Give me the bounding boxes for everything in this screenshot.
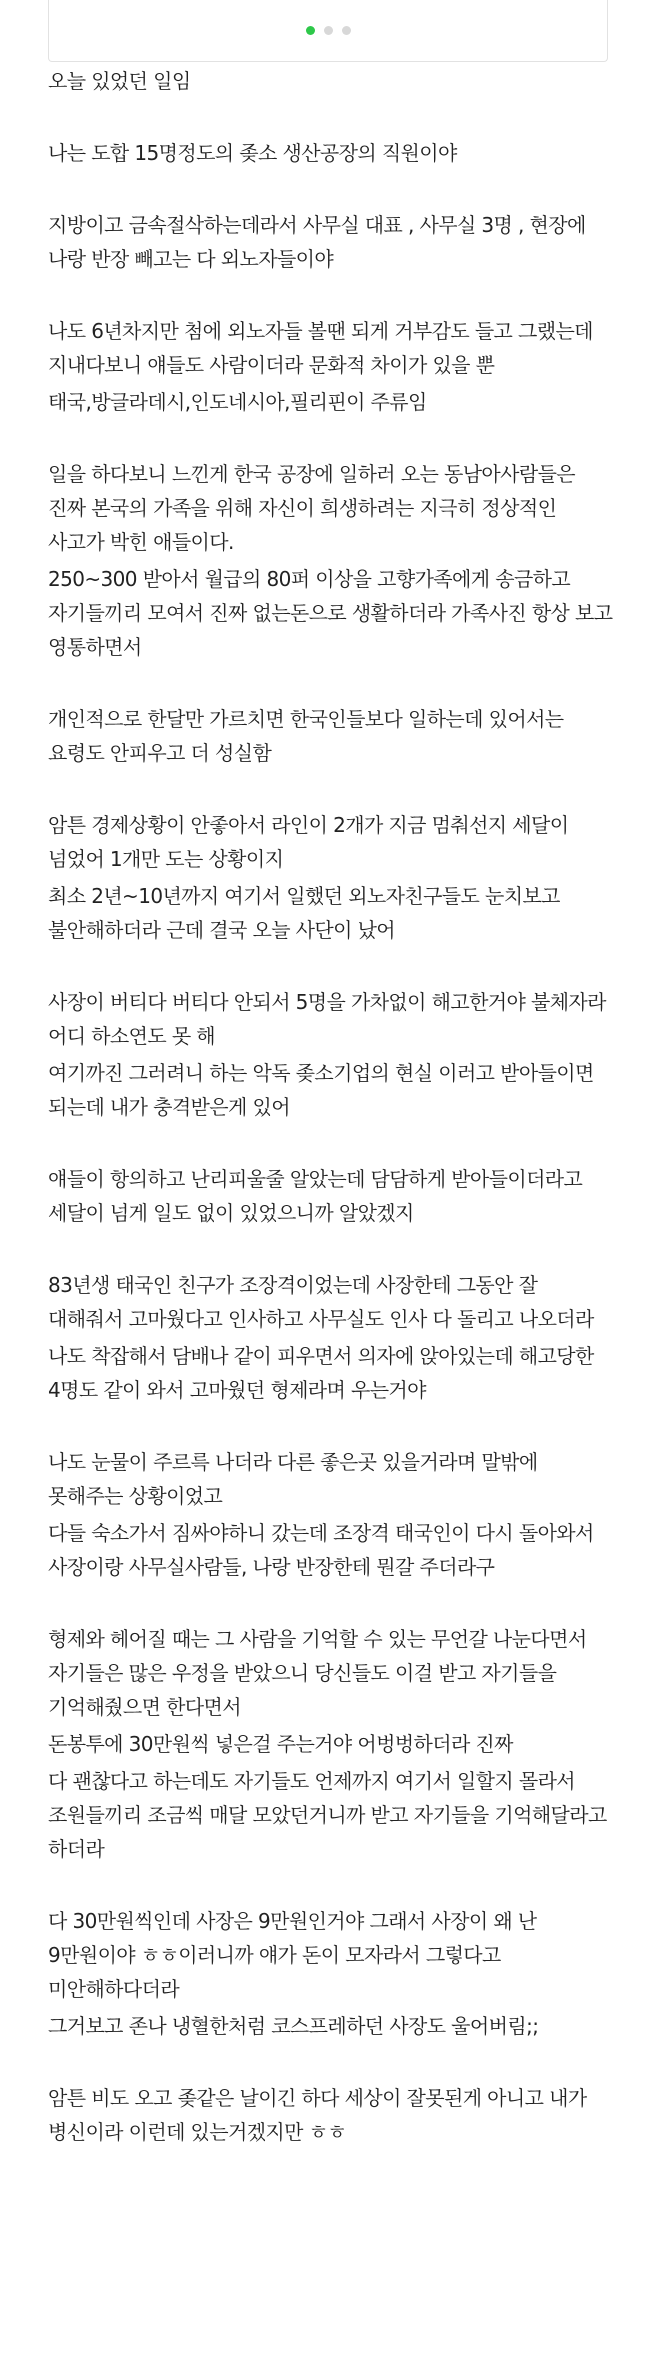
paragraph-line: 83년생 태국인 친구가 조장격이었는데 사장한테 그동안 잘 대해줘서 고마웠다고 인사하고 사무실도 인사 다 돌리고 나오더라 — [48, 1273, 594, 1331]
paragraph-line: 나도 6년차지만 첨에 외노자들 볼땐 되게 거부감도 들고 그랬는데 지내다보니 얘들도 사람이더라 문화적 차이가 있을 뿐 — [48, 319, 593, 377]
paragraph — [48, 457, 616, 664]
paragraph-line: 얘들이 항의하고 난리피울줄 알았는데 담담하게 받아들이더라고 세달이 넘게 일도 없이 있었으니까 알았겠지 — [48, 1167, 583, 1225]
paragraph — [48, 985, 616, 1124]
paragraph — [48, 1162, 616, 1230]
paragraph — [48, 314, 616, 419]
paragraph-line: 그거보고 존나 냉혈한처럼 코스프레하던 사장도 울어버림;; — [48, 2014, 539, 2038]
paragraph — [48, 208, 616, 276]
paragraph-line: 개인적으로 한달만 가르치면 한국인들보다 일하는데 있어서는 요령도 안피우고 더 성실함 — [48, 707, 564, 765]
paragraph — [48, 1268, 616, 1407]
paragraph-line: 일을 하다보니 느낀게 한국 공장에 일하러 오는 동남아사람들은 진짜 본국의 가족을 위해 자신이 희생하려는 지극히 정상적인 사고가 박힌 애들이다. — [48, 462, 576, 554]
paragraph-line: 형제와 헤어질 때는 그 사람을 기억할 수 있는 무언갈 나눈다면서 자기들은 많은 우정을 받았으니 당신들도 이걸 받고 자기들을 기억해줬으면 한다면서 — [48, 1627, 587, 1719]
paragraph-line: 최소 2년~10년까지 여기서 일했던 외노자친구들도 눈치보고 불안해하더라 근데 결국 오늘 사단이 났어 — [48, 884, 560, 942]
paragraph-line: 지방이고 금속절삭하는데라서 사무실 대표 , 사무실 3명 , 현장에 나랑 반장 빼고는 다 외노자들이야 — [48, 213, 586, 271]
paragraph-line: 사장이 버티다 버티다 안되서 5명을 가차없이 해고한거야 불체자라 어디 하소연도 못 해 — [48, 990, 606, 1048]
paragraph-line: 다 괜찮다고 하는데도 자기들도 언제까지 여기서 일할지 몰라서 조원들끼리 조금씩 매달 모았던거니까 받고 자기들을 기억해달라고 하더라 — [48, 1769, 607, 1861]
paragraph — [48, 808, 616, 947]
image-carousel-frame — [48, 0, 608, 62]
paragraph-line: 나도 눈물이 주르륵 나더라 다른 좋은곳 있을거라며 말밖에 못해주는 상황이었고 — [48, 1450, 538, 1508]
paragraph-line: 나도 착잡해서 담배나 같이 피우면서 의자에 앉아있는데 해고당한 4명도 같이 와서 고마웠던 형제라며 우는거야 — [48, 1344, 594, 1402]
paragraph — [48, 2081, 616, 2149]
paragraph-line: 돈봉투에 30만원씩 넣은걸 주는거야 어벙벙하더라 진짜 — [48, 1732, 513, 1756]
paragraph-line: 나는 도합 15명정도의 좆소 생산공장의 직원이야 — [48, 141, 457, 165]
paragraph — [48, 702, 616, 770]
paragraph-line: 오늘 있었던 일임 — [48, 69, 191, 93]
paragraph-line: 250~300 받아서 월급의 80퍼 이상을 고향가족에게 송금하고 자기들끼리 모여서 진짜 없는돈으로 생활하더라 가족사진 항상 보고 영통하면서 — [48, 567, 613, 659]
paragraph — [48, 1445, 616, 1584]
paragraph — [48, 1904, 616, 2043]
carousel-dot-2[interactable] — [324, 26, 333, 35]
paragraph-line: 여기까진 그러려니 하는 악독 좆소기업의 현실 이러고 받아들이면 되는데 내가 충격받은게 있어 — [48, 1061, 594, 1119]
paragraph — [48, 136, 616, 170]
paragraph-line: 태국,방글라데시,인도네시아,필리핀이 주류임 — [48, 390, 427, 414]
carousel-dot-3[interactable] — [342, 26, 351, 35]
paragraph — [48, 64, 616, 98]
paragraph-line: 암튼 경제상황이 안좋아서 라인이 2개가 지금 멈춰선지 세달이 넘었어 1개만 도는 상황이지 — [48, 813, 569, 871]
carousel-dot-1[interactable] — [306, 26, 315, 35]
paragraph — [48, 1622, 616, 1866]
paragraph-line: 다들 숙소가서 짐싸야하니 갔는데 조장격 태국인이 다시 돌아와서 사장이랑 사무실사람들, 나랑 반장한테 뭔갈 주더라구 — [48, 1521, 594, 1579]
paragraph-line: 암튼 비도 오고 좆같은 날이긴 하다 세상이 잘못된게 아니고 내가 병신이라 이런데 있는거겠지만 ㅎㅎ — [48, 2086, 587, 2144]
paragraph-line: 다 30만원씩인데 사장은 9만원인거야 그래서 사장이 왜 난 9만원이야 ㅎㅎ이러니까 얘가 돈이 모자라서 그렇다고 미안해하다더라 — [48, 1909, 537, 2001]
post-body — [48, 64, 616, 2187]
carousel-pagination — [49, 26, 607, 35]
